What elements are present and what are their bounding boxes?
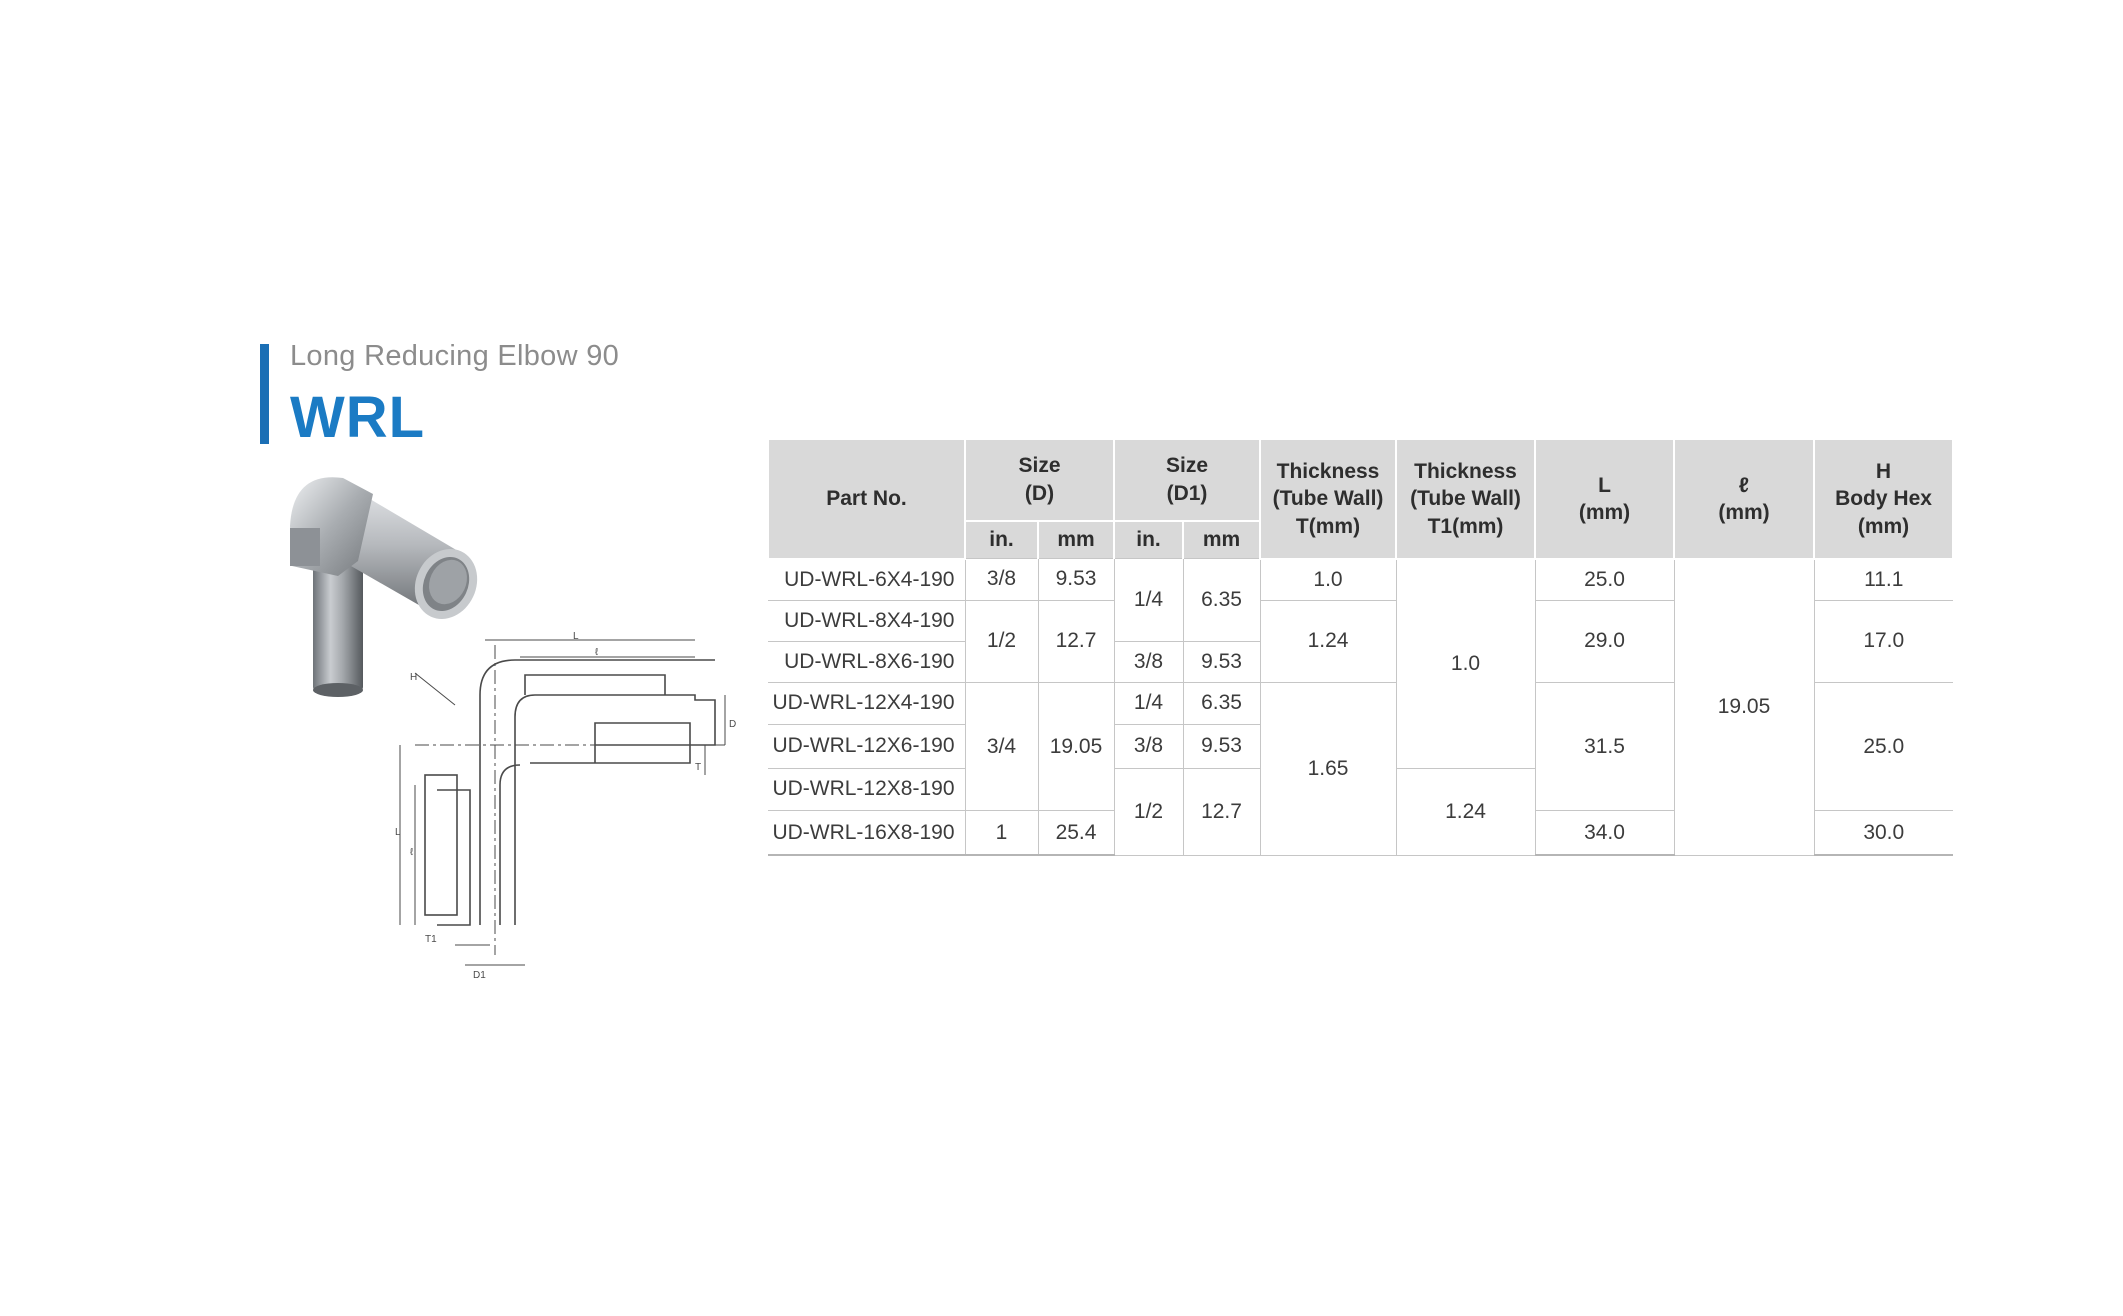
drawing-label-D: D (729, 719, 737, 730)
cell-d1-in: 1/4 (1114, 683, 1183, 724)
cell-part-no: UD-WRL-12X8-190 (768, 768, 965, 810)
cell-d1-in: 1/2 (1114, 768, 1183, 855)
cell-l: 29.0 (1535, 600, 1674, 683)
header-size-d: Size (D) (965, 440, 1114, 521)
cell-d-mm: 19.05 (1038, 683, 1114, 811)
cell-d-in: 3/4 (965, 683, 1038, 811)
cell-d-mm: 25.4 (1038, 811, 1114, 855)
header-l: L (mm) (1535, 440, 1674, 559)
title-accent-bar (260, 344, 269, 444)
cell-t1: 1.24 (1396, 768, 1535, 855)
cell-part-no: UD-WRL-8X6-190 (768, 641, 965, 682)
cell-part-no: UD-WRL-12X4-190 (768, 683, 965, 724)
header-d1-mm: mm (1183, 521, 1260, 559)
header-d-in: in. (965, 521, 1038, 559)
drawing-label-H: H (410, 672, 418, 683)
cell-l: 34.0 (1535, 811, 1674, 855)
header-size-d1: Size (D1) (1114, 440, 1260, 521)
header-d-mm: mm (1038, 521, 1114, 559)
cell-h: 30.0 (1814, 811, 1953, 855)
cell-d1-mm: 9.53 (1183, 641, 1260, 682)
drawing-label-l-side: ℓ (410, 847, 414, 858)
cell-t: 1.65 (1260, 683, 1396, 855)
specification-table (767, 440, 1954, 856)
cell-d1-mm: 12.7 (1183, 768, 1260, 855)
header-d1-in: in. (1114, 521, 1183, 559)
product-subtitle: Long Reducing Elbow 90 (290, 340, 620, 372)
cell-t: 1.0 (1260, 559, 1396, 600)
drawing-label-D1: D1 (473, 970, 486, 981)
cell-d1-in: 3/8 (1114, 724, 1183, 768)
cell-d-in: 1 (965, 811, 1038, 855)
drawing-label-T1: T1 (425, 934, 437, 945)
header-thickness-t: Thickness (Tube Wall) T(mm) (1260, 440, 1396, 559)
cell-d-mm: 12.7 (1038, 600, 1114, 683)
cell-h: 17.0 (1814, 600, 1953, 683)
header-thickness-t1: Thickness (Tube Wall) T1(mm) (1396, 440, 1535, 559)
cell-part-no: UD-WRL-16X8-190 (768, 811, 965, 855)
cell-d1-in: 3/8 (1114, 641, 1183, 682)
header-h: H Body Hex (mm) (1814, 440, 1953, 559)
cell-d1-mm: 9.53 (1183, 724, 1260, 768)
cell-part-no: UD-WRL-12X6-190 (768, 724, 965, 768)
cell-d1-mm: 6.35 (1183, 683, 1260, 724)
cell-h: 25.0 (1814, 683, 1953, 811)
drawing-label-l-top: ℓ (595, 647, 599, 658)
table-row (768, 559, 1953, 600)
drawing-label-T: T (695, 762, 702, 773)
cell-d-mm: 9.53 (1038, 559, 1114, 600)
cell-d-in: 3/8 (965, 559, 1038, 600)
cell-t: 1.24 (1260, 600, 1396, 683)
cell-d-in: 1/2 (965, 600, 1038, 683)
cell-d1-in: 1/4 (1114, 559, 1183, 642)
header-ell: ℓ (mm) (1674, 440, 1814, 559)
cell-h: 11.1 (1814, 559, 1953, 600)
drawing-label-L-top: L (573, 631, 579, 642)
header-part-no: Part No. (768, 440, 965, 559)
cell-d1-mm: 6.35 (1183, 559, 1260, 642)
product-code: WRL (290, 385, 426, 450)
cell-part-no: UD-WRL-6X4-190 (768, 559, 965, 600)
drawing-label-L-side: L (395, 827, 401, 838)
technical-drawing (395, 631, 737, 981)
cell-part-no: UD-WRL-8X4-190 (768, 600, 965, 641)
cell-ell: 19.05 (1674, 559, 1814, 855)
cell-l: 31.5 (1535, 683, 1674, 811)
cell-l: 25.0 (1535, 559, 1674, 600)
cell-t1: 1.0 (1396, 559, 1535, 769)
